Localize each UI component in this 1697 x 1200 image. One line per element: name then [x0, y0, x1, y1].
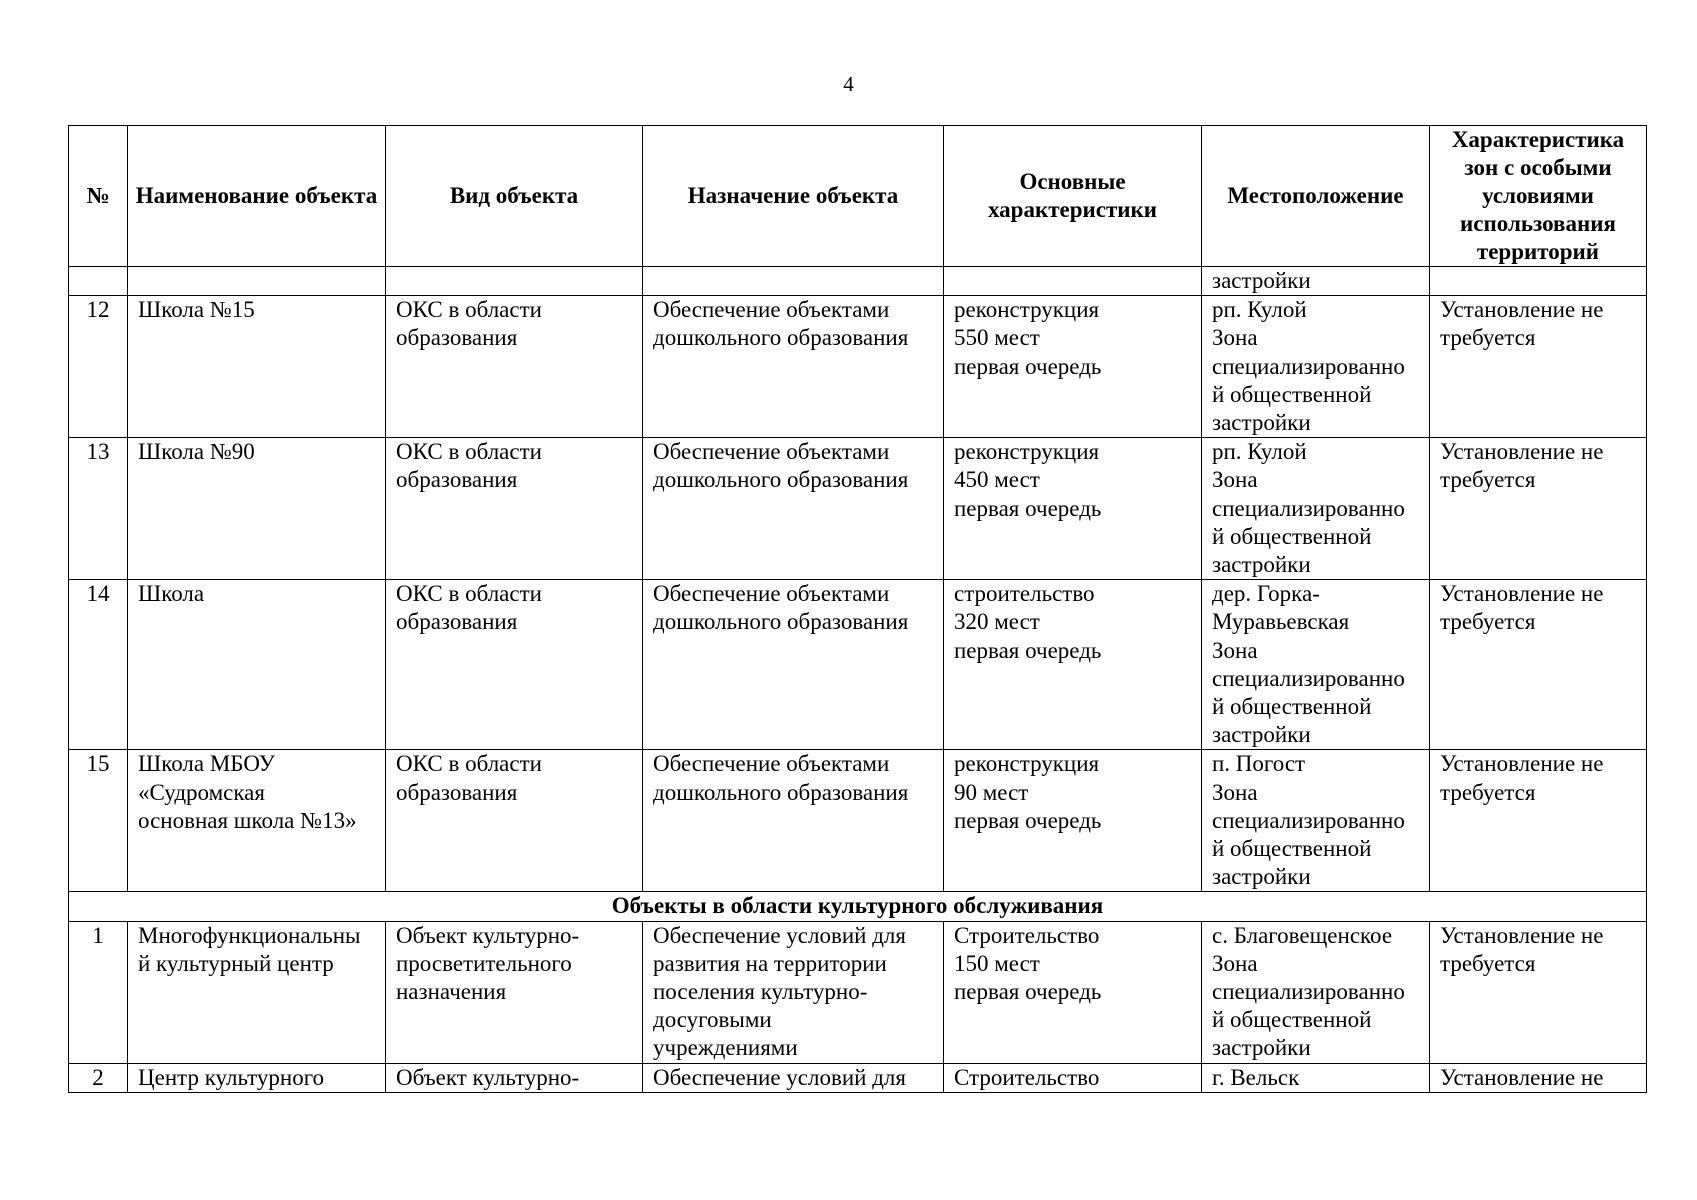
cell-characteristics: Строительство — [944, 1063, 1202, 1092]
cell-num: 1 — [69, 921, 128, 1063]
table-row — [69, 296, 1647, 438]
table-row — [69, 580, 1647, 750]
cell-purpose: Обеспечение объектами дошкольного образования — [643, 580, 944, 750]
page-number: 4 — [843, 72, 854, 96]
cell-zones: Установление не требуется — [1430, 580, 1647, 750]
cell-name: Школа МБОУ «Судромская основная школа №13» — [128, 750, 386, 892]
cell-characteristics: Строительство 150 мест первая очередь — [944, 921, 1202, 1063]
table-row — [69, 921, 1647, 1063]
cell-name: Школа №90 — [128, 438, 386, 580]
objects-table — [68, 125, 1647, 1093]
cell-num: 13 — [69, 438, 128, 580]
header-type: Вид объекта — [386, 126, 643, 267]
table-row — [69, 438, 1647, 580]
cell-purpose: Обеспечение условий для развития на территории поселения культурно- досуговыми учреждениями — [643, 921, 944, 1063]
cell-zones: Установление не — [1430, 1063, 1647, 1092]
cell-zones: Установление не требуется — [1430, 750, 1647, 892]
cell-type: ОКС в области образования — [386, 580, 643, 750]
cell-name: Многофункциональны й культурный центр — [128, 921, 386, 1063]
cell-empty — [1430, 267, 1647, 296]
cell-purpose: Обеспечение объектами дошкольного образования — [643, 438, 944, 580]
cell-zones: Установление не требуется — [1430, 921, 1647, 1063]
header-zones: Характеристика зон с особыми условиями использования территорий — [1430, 126, 1647, 267]
cell-location: с. Благовещенское Зона специализированно й общественной застройки — [1202, 921, 1430, 1063]
table-row — [69, 1063, 1647, 1092]
header-name: Наименование объекта — [128, 126, 386, 267]
cell-type: ОКС в области образования — [386, 750, 643, 892]
cell-location: дер. Горка- Муравьевская Зона специализированно й общественной застройки — [1202, 580, 1430, 750]
cell-characteristics: реконструкция 90 мест первая очередь — [944, 750, 1202, 892]
cell-name: Школа №15 — [128, 296, 386, 438]
header-num: № — [69, 126, 128, 267]
cell-empty — [386, 267, 643, 296]
cell-num: 2 — [69, 1063, 128, 1092]
cell-empty — [128, 267, 386, 296]
cell-empty — [69, 267, 128, 296]
header-purpose: Назначение объекта — [643, 126, 944, 267]
cell-purpose: Обеспечение объектами дошкольного образования — [643, 296, 944, 438]
cell-num: 14 — [69, 580, 128, 750]
cell-purpose: Обеспечение объектами дошкольного образования — [643, 750, 944, 892]
cell-num: 12 — [69, 296, 128, 438]
cell-name: Центр культурного — [128, 1063, 386, 1092]
table-header-row — [69, 126, 1647, 267]
continuation-row — [69, 267, 1647, 296]
cell-location: п. Погост Зона специализированно й общественной застройки — [1202, 750, 1430, 892]
cell-num: 15 — [69, 750, 128, 892]
cell-empty — [643, 267, 944, 296]
cell-zones: Установление не требуется — [1430, 438, 1647, 580]
cell-name: Школа — [128, 580, 386, 750]
cell-location: застройки — [1202, 267, 1430, 296]
header-characteristics: Основные характеристики — [944, 126, 1202, 267]
header-location: Местоположение — [1202, 126, 1430, 267]
section-row — [69, 892, 1647, 921]
cell-location: рп. Кулой Зона специализированно й общественной застройки — [1202, 438, 1430, 580]
cell-purpose: Обеспечение условий для — [643, 1063, 944, 1092]
cell-type: Объект культурно- просветительного назначения — [386, 921, 643, 1063]
cell-characteristics: реконструкция 450 мест первая очередь — [944, 438, 1202, 580]
section-title: Объекты в области культурного обслуживания — [69, 892, 1647, 921]
cell-empty — [944, 267, 1202, 296]
cell-type: Объект культурно- — [386, 1063, 643, 1092]
cell-zones: Установление не требуется — [1430, 296, 1647, 438]
cell-characteristics: строительство 320 мест первая очередь — [944, 580, 1202, 750]
cell-location: рп. Кулой Зона специализированно й общественной застройки — [1202, 296, 1430, 438]
cell-type: ОКС в области образования — [386, 438, 643, 580]
cell-type: ОКС в области образования — [386, 296, 643, 438]
table-row — [69, 750, 1647, 892]
cell-characteristics: реконструкция 550 мест первая очередь — [944, 296, 1202, 438]
cell-location: г. Вельск — [1202, 1063, 1430, 1092]
